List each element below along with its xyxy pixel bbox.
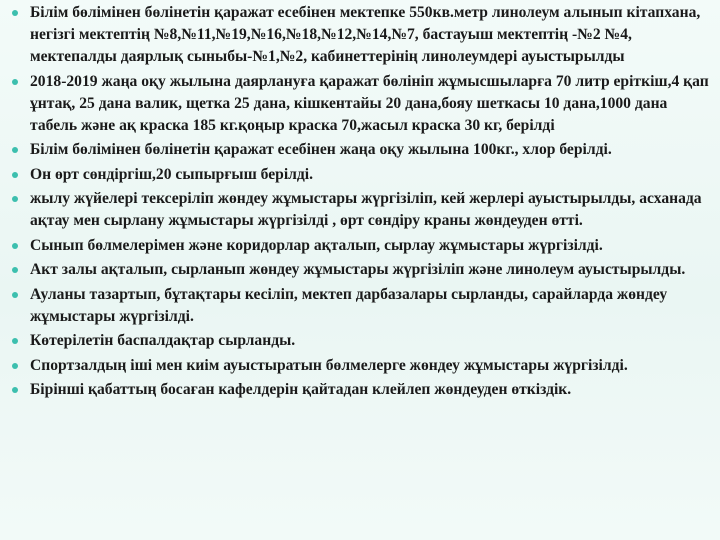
list-item-text: Көтерілетін баспалдақтар сырланды.	[30, 332, 296, 349]
round-bullet-icon	[12, 147, 18, 153]
list-item-text: Спортзалдың іші мен киім ауыстыратын бөлмелерге жөндеу жұмыстары жүргізілді.	[30, 356, 628, 374]
list-item-text: Сынып бөлмелерімен және коридорлар ақталып, сырлау жұмыстары жүргізілді.	[30, 236, 603, 254]
list-item-text: 2018-2019 жаңа оқу жылына даярлануға қаражат бөлініп жұмысшыларға 70 литр еріткіш,4 қап ұнтақ, 25 дана валик, щетка 25 дана, кішкентайы 20 дана,бояу шеткасы 10 дана,1000 дана табель және ақ краска 185 кг.қоңыр краска 70,жасыл краска 30 кг, берілді	[30, 72, 709, 134]
round-bullet-icon	[12, 387, 18, 393]
list-item-text: жылу жүйелері тексеріліп жөндеу жұмыстары жүргізіліп, кей жерлері ауыстырылды, асханада ақтау мен сырлану жұмыстары жүргізілді , өрт сөндіру краны жөндеуден өтті.	[30, 190, 702, 229]
list-item	[10, 71, 714, 137]
round-bullet-icon	[12, 363, 18, 369]
bullet-list	[10, 2, 714, 404]
list-item	[10, 259, 714, 281]
round-bullet-icon	[12, 338, 18, 344]
list-item	[10, 330, 714, 352]
round-bullet-icon	[12, 292, 18, 298]
list-item-text: Акт залы ақталып, сырланып жөндеу жұмыстары жүргізіліп және линолеум ауыстырылды.	[30, 261, 686, 278]
list-item	[10, 284, 714, 328]
list-item-text: Бірінші қабаттың босаған кафелдерін қайтадан клейлеп жөндеуден өткіздік.	[30, 381, 572, 398]
list-item-text: Он өрт сөндіргіш,20 сыпырғыш берілді.	[30, 165, 314, 183]
list-item	[10, 235, 714, 257]
round-bullet-icon	[12, 172, 18, 178]
list-item	[10, 139, 714, 161]
round-bullet-icon	[12, 10, 18, 16]
list-item	[10, 164, 714, 186]
list-item	[10, 188, 714, 232]
round-bullet-icon	[12, 267, 18, 273]
round-bullet-icon	[12, 243, 18, 249]
list-item	[10, 355, 714, 377]
list-item-text: Білім бөлімінен бөлінетін қаражат есебінен мектепке 550кв.метр линолеум алынып кітапхана, негізгі мектептің №8,№11,№19,№16,№18,№12,№14,№7, бастауыш мектептің -№2 №4, мектепалды даярлық сыныбы-№1,№2, кабинеттерінің линолеумдері ауыстырылды	[30, 4, 701, 65]
list-item	[10, 2, 714, 68]
list-item	[10, 379, 714, 401]
round-bullet-icon	[12, 196, 18, 202]
list-item-text: Ауланы тазартып, бұтақтары кесіліп, мектеп дарбазалары сырланды, сарайларда жөндеу жұмыстары жүргізілді.	[30, 285, 668, 325]
round-bullet-icon	[12, 79, 18, 85]
list-item-text: Білім бөлімінен бөлінетін қаражат есебінен жаңа оқу жылына 100кг., хлор берілді.	[30, 141, 612, 158]
